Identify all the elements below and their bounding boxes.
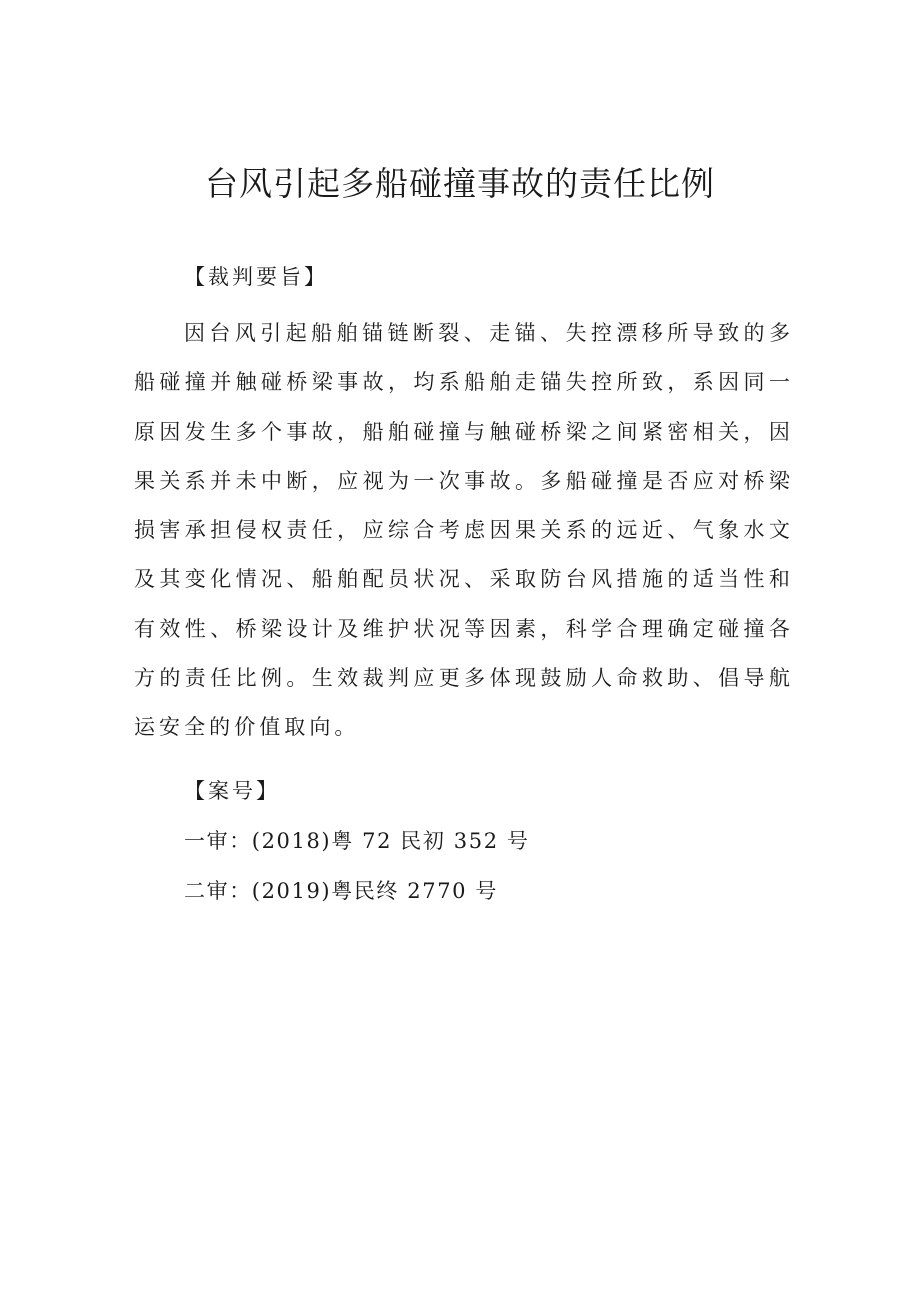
first-instance-case-number: 一审：(2018)粤 72 民初 352 号	[184, 829, 530, 853]
document-title: 台风引起多船碰撞事故的责任比例	[205, 164, 715, 203]
case-number-heading: 【案号】	[184, 779, 280, 803]
gist-paragraph: 因台风引起船舶锚链断裂、走锚、失控漂移所导致的多船碰撞并触碰桥梁事故，均系船舶走锚失控所致，系因同一原因发生多个事故，船舶碰撞与触碰桥梁之间紧密相关，因果关系并未中断，应视为一次事故。多船碰撞是否应对桥梁损害承担侵权责任，应综合考虑因果关系的远近、气象水文及其变化情况、船舶配员状况、采取防台风措施的适当性和有效性、桥梁设计及维护状况等因素，科学合理确定碰撞各方的责任比例。生效裁判应更多体现鼓励人命救助、倡导航运安全的价值取向。	[134, 321, 794, 740]
second-instance-case-number: 二审：(2019)粤民终 2770 号	[184, 879, 499, 903]
gist-heading: 【裁判要旨】	[184, 265, 328, 289]
